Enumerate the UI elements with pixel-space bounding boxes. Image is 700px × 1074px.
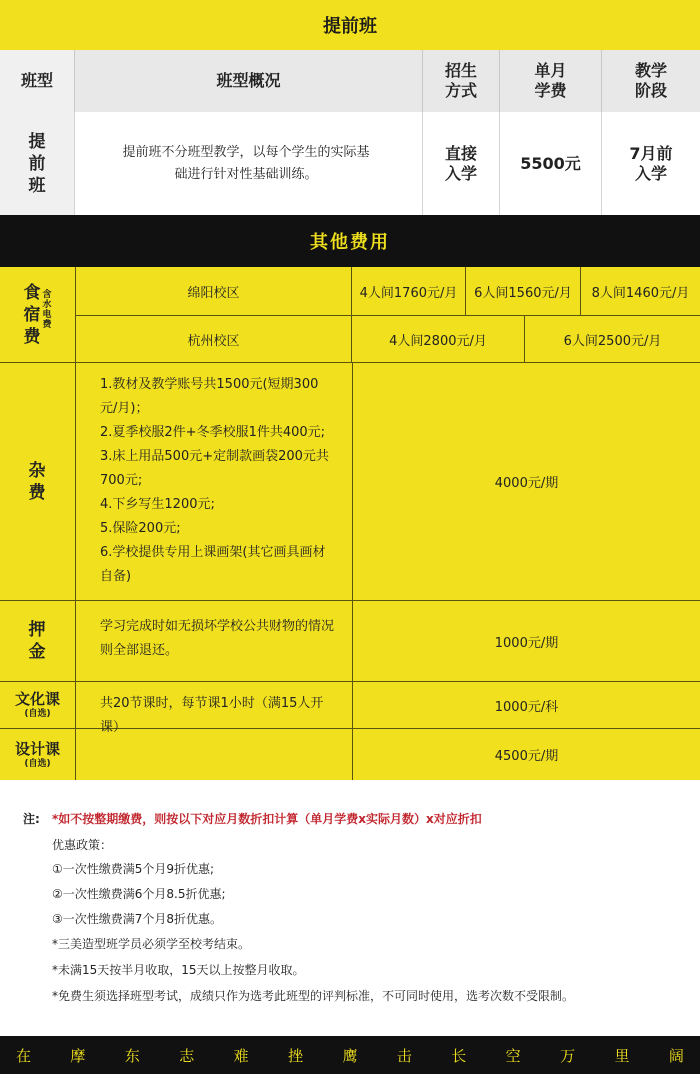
other-fees-title: 其他费用 <box>0 215 700 267</box>
slogan-char: 鹰 <box>342 1046 358 1065</box>
slogan-char: 击 <box>396 1046 412 1065</box>
notes-discount-rule: *如不按整期缴费，则按以下对应月数折扣计算（单月学费x实际月数）x对应折扣 <box>52 812 482 826</box>
note-line: 优惠政策： <box>52 838 113 852</box>
note-line: *三美造型班学员必须学至校考结束。 <box>52 937 251 951</box>
slogan-char: 阔 <box>668 1046 684 1065</box>
header-class-type: 班型 <box>0 50 75 112</box>
misc-item: 2.夏季校服2件+冬季校服1件共400元; <box>100 425 326 440</box>
slogan-char: 东 <box>124 1046 140 1065</box>
design-desc-cell <box>76 729 353 780</box>
footer-slogan <box>0 1036 700 1074</box>
design-label: 设计课 <box>14 739 60 758</box>
header-enrollment: 招生方式 <box>423 50 500 112</box>
misc-item: 3.床上用品500元+定制款画袋200元共700元; <box>100 449 329 488</box>
culture-label: 文化课 <box>14 690 60 708</box>
campus-name: 绵阳校区 <box>76 267 352 315</box>
cell-monthly-fee: 5500元 <box>500 112 602 215</box>
food-lodging-row <box>0 267 700 363</box>
slogan-char: 挫 <box>288 1046 304 1065</box>
header-overview: 班型概况 <box>75 50 423 112</box>
note-line: ③一次性缴费满7个月8折优惠。 <box>52 912 223 926</box>
food-campuses <box>76 267 700 362</box>
price-cell: 4人间1760元/月 <box>352 267 466 315</box>
misc-items <box>76 363 353 600</box>
note-line: *免费生须选择班型考试，成绩只作为选考此班型的评判标准，不可同时使用，选考次数不受限制。 <box>52 989 575 1003</box>
fees-table <box>0 267 700 780</box>
deposit-label-cell: 押金 <box>0 601 76 681</box>
design-amount: 4500元/期 <box>494 749 559 764</box>
slogan-char: 万 <box>560 1046 576 1065</box>
misc-item: 4.下乡写生1200元; <box>100 497 215 512</box>
cell-stage: 7月前入学 <box>602 112 700 215</box>
design-sub: (自选) <box>24 758 51 769</box>
slogan-char: 空 <box>505 1046 521 1065</box>
deposit-row <box>0 601 700 682</box>
deposit-desc: 学习完成时如无损坏学校公共财物的情况则全部退还。 <box>100 619 335 658</box>
campus-name: 杭州校区 <box>76 316 352 362</box>
page-title: 提前班 <box>0 0 700 50</box>
slogan-char: 里 <box>614 1046 630 1065</box>
design-label-cell <box>0 729 76 780</box>
price-cell: 6人间2500元/月 <box>563 333 662 349</box>
slogan-char: 难 <box>233 1046 249 1065</box>
design-course-row <box>0 729 700 780</box>
deposit-amount: 1000元/期 <box>494 635 559 651</box>
note-line: *未满15天按半月收取，15天以上按整月收取。 <box>52 963 305 977</box>
misc-label-cell: 杂费 <box>0 363 76 600</box>
cell-class-type: 提前班 <box>0 112 75 215</box>
misc-item: 5.保险200元; <box>100 521 181 536</box>
slogan-char: 摩 <box>70 1046 86 1065</box>
culture-amount: 1000元/科 <box>494 699 559 715</box>
campus-row-mianyang <box>76 267 700 315</box>
header-stage: 教学阶段 <box>602 50 700 112</box>
header-monthly-fee: 单月学费 <box>500 50 602 112</box>
notes-head: 注: <box>23 812 40 826</box>
misc-fee-row <box>0 363 700 601</box>
price-cell: 6人间1560元/月 <box>466 267 581 315</box>
culture-sub: (自选) <box>24 709 51 719</box>
deposit-desc-cell <box>76 601 353 681</box>
misc-amount: 4000元/期 <box>494 476 559 491</box>
note-line: ①一次性缴费满5个月9折优惠; <box>52 862 215 876</box>
cell-overview: 提前班不分班型教学，以每个学生的实际基础进行针对性基础训练。 <box>75 112 423 215</box>
misc-item: 6.学校提供专用上课画架(其它画具画材自备) <box>100 545 326 584</box>
slogan-char: 在 <box>16 1046 32 1065</box>
price-cell: 4人间2800元/月 <box>352 316 525 362</box>
campus-row-hangzhou <box>76 315 700 362</box>
culture-label-cell <box>0 682 76 728</box>
food-label-cell <box>0 267 76 362</box>
slogan-char: 志 <box>179 1046 195 1065</box>
slogan-char: 长 <box>451 1046 467 1065</box>
food-note: 含水电费 <box>42 289 52 330</box>
culture-desc: 共20节课时，每节课1小时（满15人开课） <box>100 696 324 735</box>
course-table <box>0 50 700 215</box>
culture-course-row <box>0 682 700 735</box>
cell-enrollment: 直接入学 <box>423 112 500 215</box>
culture-desc-cell <box>76 682 353 735</box>
food-label: 食宿费 <box>23 282 41 347</box>
misc-item: 1.教材及教学账号共1500元(短期300元/月)； <box>100 377 319 416</box>
note-line: ②一次性缴费满6个月8.5折优惠; <box>52 887 226 901</box>
price-cell: 8人间1460元/月 <box>591 285 690 301</box>
